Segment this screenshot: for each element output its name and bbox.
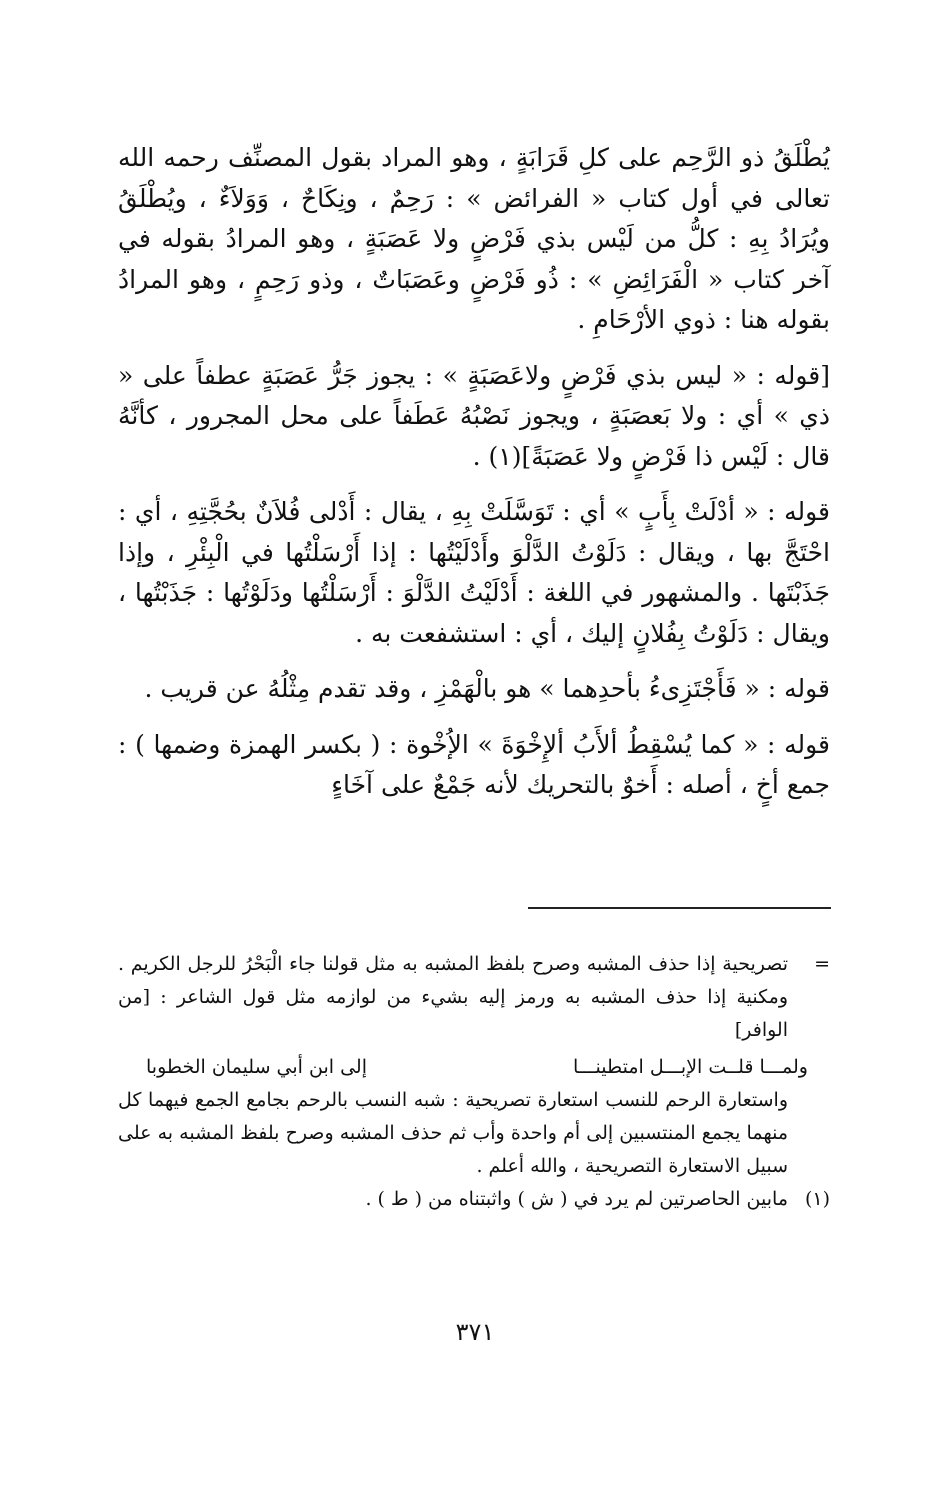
page-number: ٣٧١ bbox=[455, 1318, 495, 1346]
paragraph-dhawi-arham: يُطْلَقُ ذو الرَّحِم على كلِ قَرَابَةٍ ، وهو المراد بقول المصنِّف رحمه الله تعالى في أول كتاب « الفرائض » : رَحِمٌ ، ونِكَاحٌ ، وَوَلاَءٌ ، ويُطْلَقُ ويُرَادُ بِهِ : كلُّ من لَيْس بذي فَرْضٍ ولا عَصَبَةٍ ، وهو المرادُ بقوله في آخر كتاب « الْفَرَائِضِ » : ذُو فَرْضٍ وعَصَبَاتٌ ، وذو رَحِمٍ ، وهو المرادُ بقوله هنا : ذوي الأرْحَامِ . bbox=[118, 143, 830, 334]
poetry-verse bbox=[118, 1047, 830, 1084]
footnote-1-marker: (١) bbox=[804, 1188, 830, 1210]
continuation-marker: = bbox=[814, 953, 830, 975]
continuation-text: تصريحية إذا حذف المشبه وصرح بلفظ المشبه به مثل قولنا جاء الْبَحْرُ للرجل الكريم . ومكنية إذا حذف المشبه به ورمز إليه بشيء من لوازمه مثل قول الشاعر : [من الوافر] bbox=[118, 953, 789, 1041]
paragraph-adlat-bi-ab: قوله : « أدْلَتْ بِأَبٍ » أي : تَوَسَّلَتْ بِهِ ، يقال : أَدْلى فُلاَنٌ بحُجَّتِهِ ، أي : احْتَجَّ بها ، ويقال : دَلَوْتُ الدَّلْوَ وأَدْلَيْتُها : إذا أَرْسَلْتُها في الْبِئْرِ ، وإذا جَذَبْتَها . والمشهور في اللغة : أَدْلَيْتُ الدَّلْوَ : أَرْسَلْتُها ودَلَوْتُها : جَذَبْتُها ، ويقال : دَلَوْتُ بِفُلانٍ إليك ، أي : استشفعت به . bbox=[118, 497, 830, 648]
footnote-1 bbox=[118, 1183, 830, 1216]
footnotes bbox=[118, 948, 830, 1216]
paragraph-laysa-bidhi-fard: [قوله : « ليس بذي فَرْضٍ ولاعَصَبَةٍ » : يجوز جَرُّ عَصَبَةٍ عطفاً على « ذي » أي : ولا بَعصَبَةٍ ، ويجوز نَصْبُهُ عَطَفاً على محل المجرور ، كأنَّهُ قال : لَيْس ذا فَرْضٍ ولا عَصَبَةً](١) . bbox=[118, 360, 830, 471]
paragraph-yusqitu-al-ab: قوله : « كما يُسْقِطُ ألأَبُ ألإِخْوَةَ » الإُخْوة : ( بكسر الهمزة وضمها ) : جمع أخٍ ، أصله : أَخوٌ بالتحريك لأنه جَمْعٌ على آخَاءٍ bbox=[118, 729, 830, 799]
verse-second-hemistich: إلى ابن أبي سليمان الخطوبا bbox=[146, 1056, 367, 1078]
footnote-continuation bbox=[118, 948, 830, 1047]
main-text bbox=[118, 138, 830, 806]
footnote-separator bbox=[528, 907, 831, 909]
footnote-1-text: مابين الحاصرتين لم يرد في ( ش ) واثبتناه من ( ط ) . bbox=[365, 1188, 788, 1210]
verse-first-hemistich: ولمـــا قلــت الإبـــل امتطينـــا bbox=[573, 1056, 808, 1078]
footnote-explanation: واستعارة الرحم للنسب استعارة تصريحية : شبه النسب بالرحم بجامع الجمع فيهما كل منهما يجمع المنتسبين إلى أم واحدة وأب ثم حذف المشبه وصرح بلفظ المشبه به على سبيل الاستعارة التصريحية ، والله أعلم . bbox=[118, 1089, 788, 1177]
paragraph-fa-ajtazi: قوله : « فَأَجْتَزِىءُ بأحدِهما » هو بالْهَمْزِ ، وقد تقدم مِثْلُهُ عن قريب . bbox=[144, 674, 830, 703]
